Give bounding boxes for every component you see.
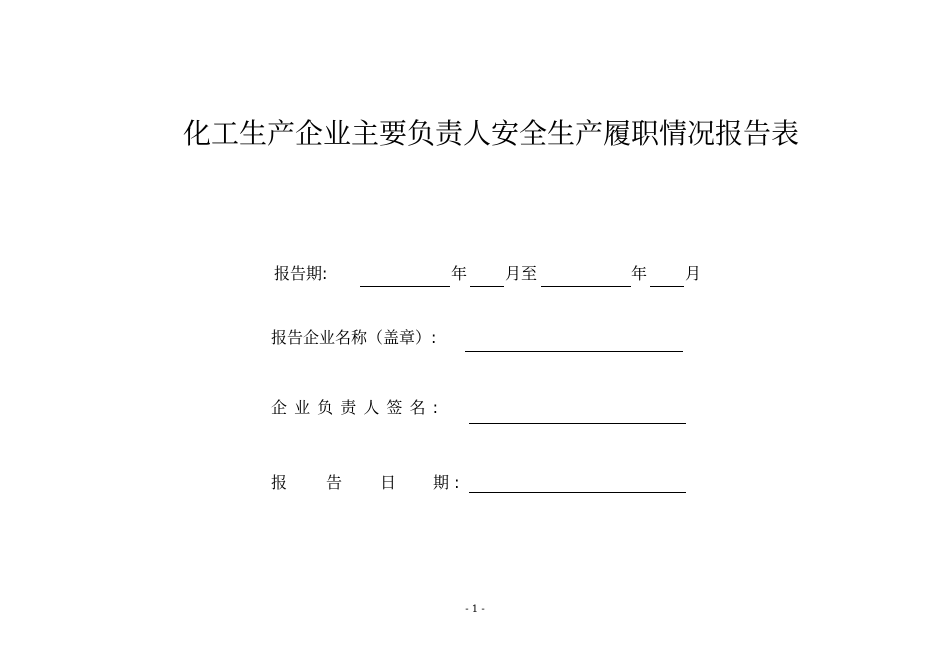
period-end-year-blank[interactable]: [541, 286, 631, 287]
date-label-char-3: 日: [380, 473, 397, 492]
report-period-label: 报告期:: [274, 264, 328, 283]
period-year-label: 年: [451, 264, 468, 283]
period-month-to-label: 月至: [505, 264, 538, 283]
signature-label: 企 业 负 责 人 签 名 :: [271, 398, 439, 417]
signature-blank[interactable]: [469, 423, 686, 424]
page-number: - 1 -: [465, 604, 485, 615]
period-start-year-blank[interactable]: [360, 286, 450, 287]
company-name-label: 报告企业名称（盖章）:: [271, 328, 437, 347]
company-name-blank[interactable]: [465, 351, 683, 352]
period-end-year-label: 年: [631, 264, 648, 283]
date-label-char-4: 期 :: [433, 473, 460, 492]
date-label-char-2: 告: [326, 473, 343, 492]
report-date-blank[interactable]: [469, 492, 686, 493]
period-end-month-blank[interactable]: [650, 286, 684, 287]
period-end-month-label: 月: [685, 264, 702, 283]
period-start-month-blank[interactable]: [470, 286, 504, 287]
document-title: 化工生产企业主要负责人安全生产履职情况报告表: [183, 117, 800, 150]
date-label-char-1: 报: [271, 473, 288, 492]
